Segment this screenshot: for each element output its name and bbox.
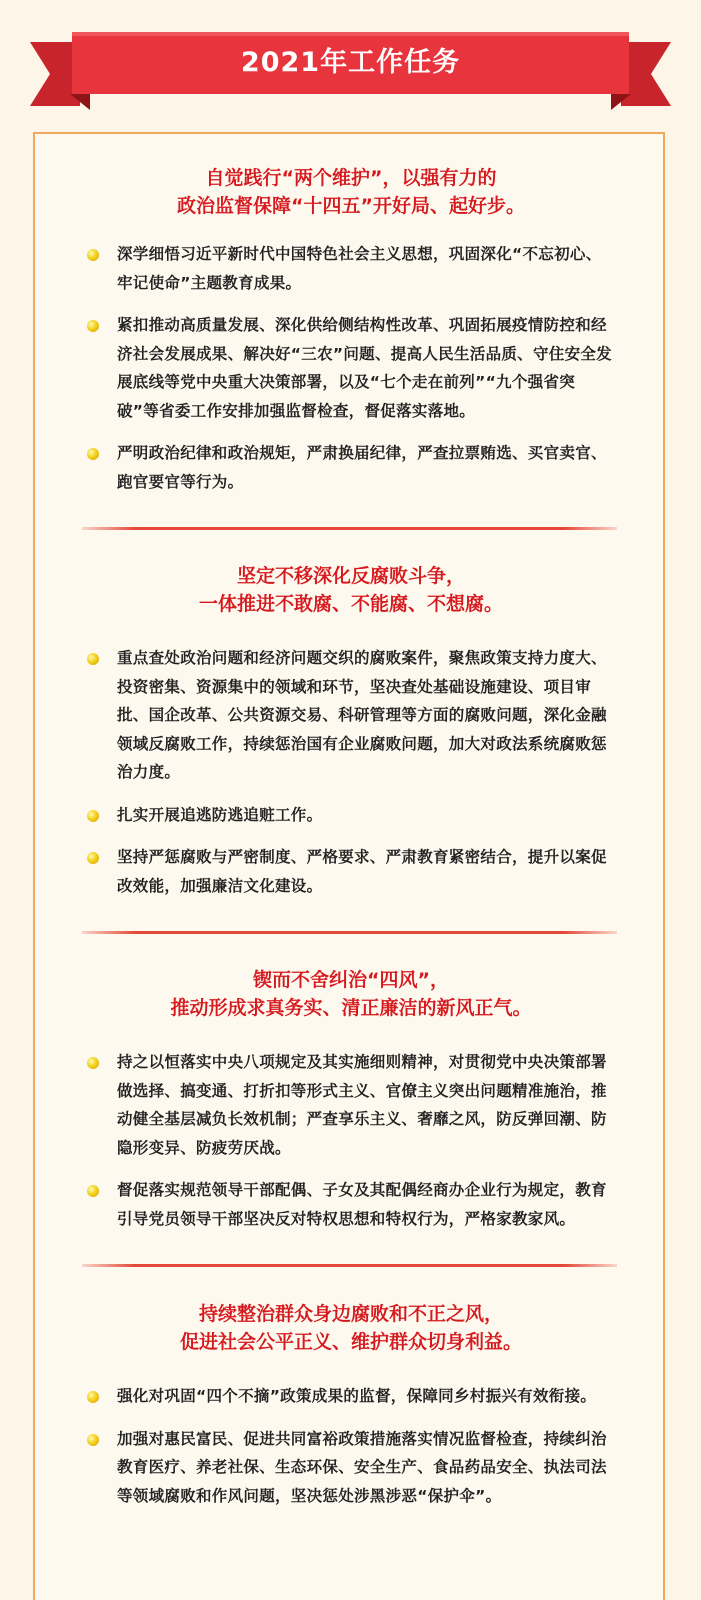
list-item: 深学细悟习近平新时代中国特色社会主义思想，巩固深化“不忘初心、牢记使命”主题教育成果。 [87, 240, 615, 297]
bullet-icon [87, 852, 99, 864]
bullet-icon [87, 810, 99, 822]
heading-line: 持续整治群众身边腐败和不正之风， [198, 1303, 503, 1325]
section-heading [87, 562, 615, 618]
heading-line: 推动形成求真务实、清正廉洁的新风正气。 [170, 997, 532, 1019]
section-4 [35, 1300, 667, 1510]
heading-line: 促进社会公平正义、维护群众切身利益。 [179, 1331, 522, 1353]
list-item: 坚持严惩腐败与严密制度、严格要求、严肃教育紧密结合，提升以案促改效能，加强廉洁文化建设。 [87, 843, 615, 900]
section-divider [82, 931, 617, 934]
list-item: 重点查处政治问题和经济问题交织的腐败案件，聚焦政策支持力度大、投资密集、资源集中的领域和环节，坚决查处基础设施建设、项目审批、国企改革、公共资源交易、科研管理等方面的腐败问题，深化金融领域反腐败工作，持续惩治国有企业腐败问题，加大对政法系统腐败惩治力度。 [87, 644, 615, 787]
section-2 [35, 562, 667, 900]
section-heading [87, 966, 615, 1022]
section-heading [87, 1300, 615, 1356]
content-panel [33, 132, 665, 1600]
section-1 [35, 164, 667, 496]
bullet-icon [87, 448, 99, 460]
heading-line: 坚定不移深化反腐败斗争， [236, 565, 465, 587]
list-item: 加强对惠民富民、促进共同富裕政策措施落实情况监督检查，持续纠治教育医疗、养老社保、生态环保、安全生产、食品药品安全、执法司法等领域腐败和作风问题，坚决惩处涉黑涉恶“保护伞”。 [87, 1425, 615, 1511]
bullet-icon [87, 1434, 99, 1446]
section-divider [82, 527, 617, 530]
list-item: 严明政治纪律和政治规矩，严肃换届纪律，严查拉票贿选、买官卖官、跑官要官等行为。 [87, 439, 615, 496]
section-heading [87, 164, 615, 220]
section-divider [82, 1264, 617, 1267]
section-3 [35, 966, 667, 1233]
list-item: 扎实开展追逃防逃追赃工作。 [87, 801, 615, 830]
list-item: 紧扣推动高质量发展、深化供给侧结构性改革、巩固拓展疫情防控和经济社会发展成果、解决好“三农”问题、提高人民生活品质、守住安全发展底线等党中央重大决策部署，以及“七个走在前列”“九个强省突破”等省委工作安排加强监督检查，督促落实落地。 [87, 311, 615, 425]
heading-line: 锲而不舍纠治“四风”， [253, 969, 449, 991]
bullet-icon [87, 1057, 99, 1069]
heading-line: 政治监督保障“十四五”开好局、起好步。 [177, 195, 525, 217]
list-item: 持之以恒落实中央八项规定及其实施细则精神，对贯彻党中央决策部署做选择、搞变通、打折扣等形式主义、官僚主义突出问题精准施治，推动健全基层减负长效机制；严查享乐主义、奢靡之风，防反弹回潮、防隐形变异、防疲劳厌战。 [87, 1048, 615, 1162]
list-item: 督促落实规范领导干部配偶、子女及其配偶经商办企业行为规定，教育引导党员领导干部坚决反对特权思想和特权行为，严格家教家风。 [87, 1176, 615, 1233]
heading-line: 一体推进不敢腐、不能腐、不想腐。 [198, 593, 503, 615]
bullet-icon [87, 249, 99, 261]
bullet-icon [87, 1391, 99, 1403]
bullet-icon [87, 653, 99, 665]
bullet-icon [87, 1185, 99, 1197]
title-ribbon [30, 28, 671, 114]
bullet-icon [87, 320, 99, 332]
list-item: 强化对巩固“四个不摘”政策成果的监督，保障同乡村振兴有效衔接。 [87, 1382, 615, 1411]
page-title: 2021年工作任务 [240, 47, 461, 78]
heading-line: 自觉践行“两个维护”，以强有力的 [205, 167, 497, 189]
